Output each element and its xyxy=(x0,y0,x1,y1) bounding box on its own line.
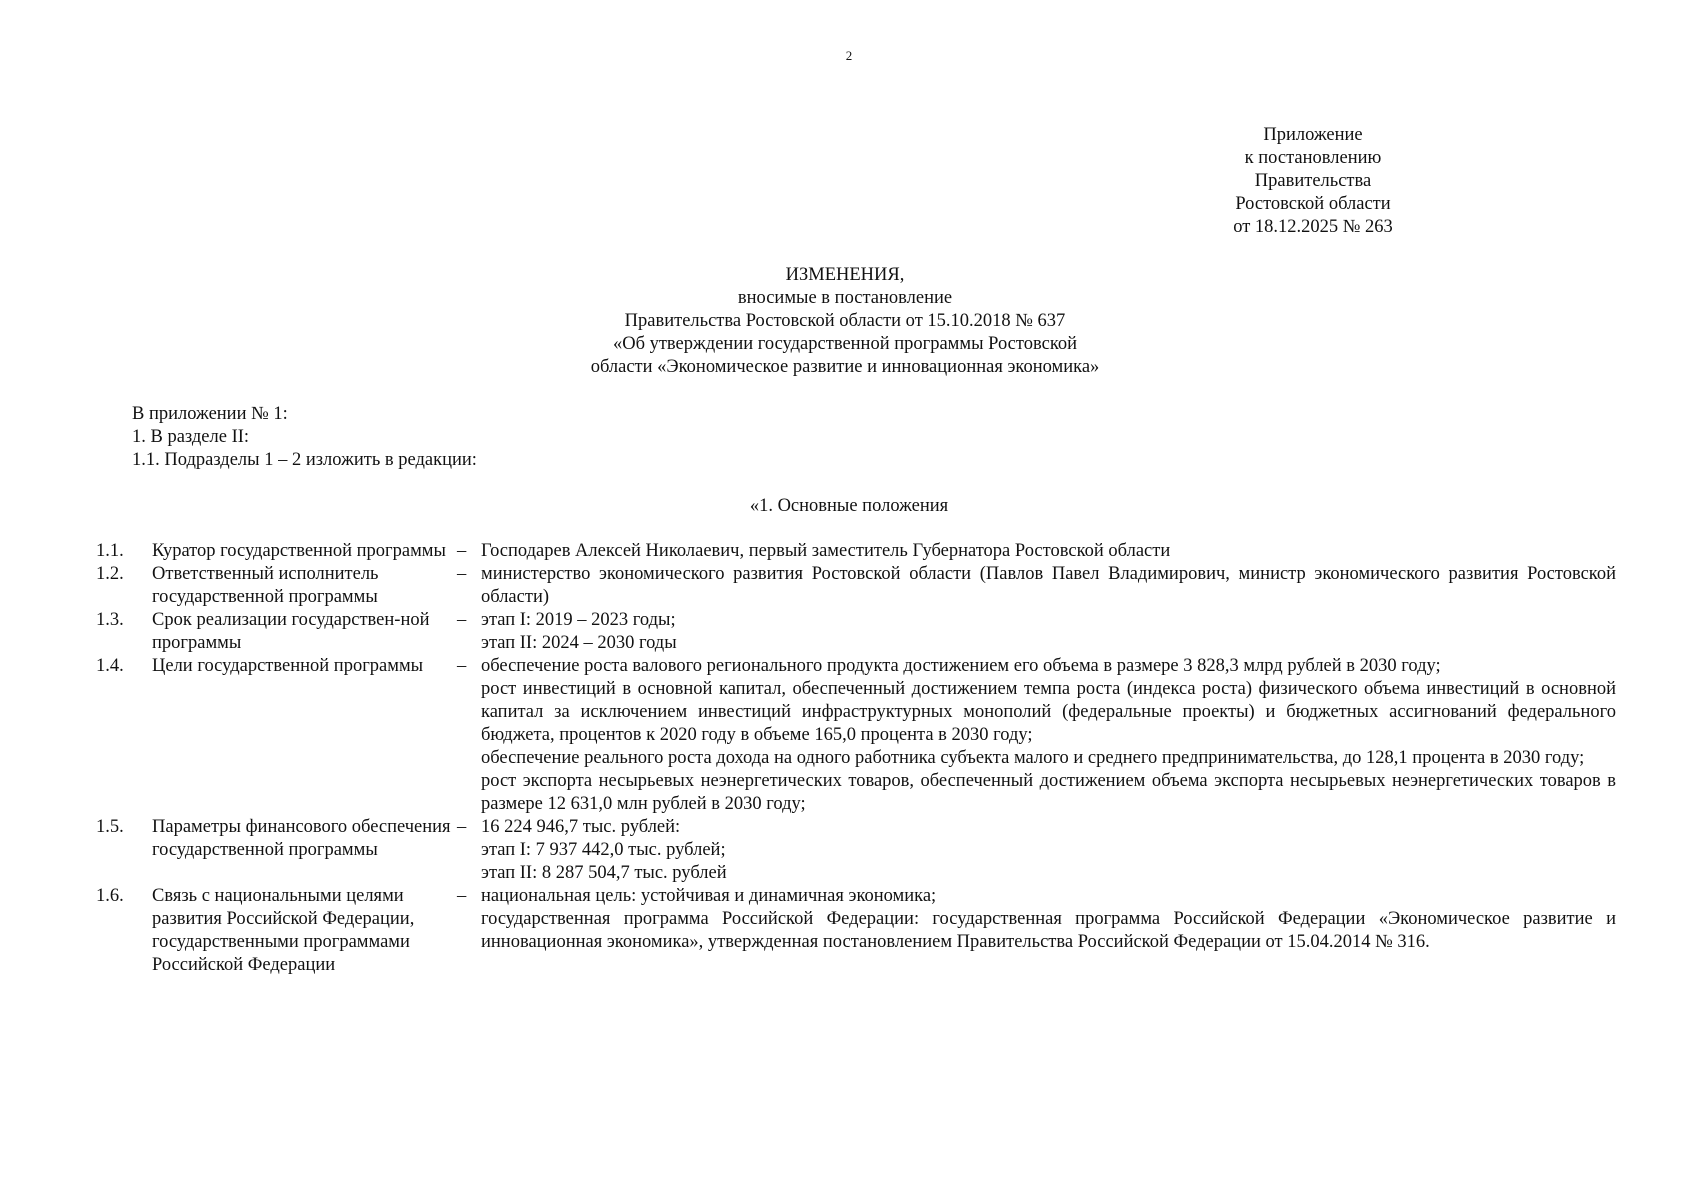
appendix-block xyxy=(1203,124,1423,239)
row-content xyxy=(481,563,1616,609)
table-row xyxy=(96,885,1616,977)
intro-line: В приложении № 1: xyxy=(132,404,288,424)
row-content-paragraph: этап II: 2024 – 2030 годы xyxy=(481,633,677,653)
title-line: вносимые в постановление xyxy=(737,288,953,308)
document-title xyxy=(0,264,1694,379)
row-label: Параметры финансового обеспечения государственной программы xyxy=(152,817,451,860)
intro-line: 1.1. Подразделы 1 – 2 изложить в редакции: xyxy=(132,450,477,470)
row-number: 1.6. xyxy=(96,886,124,906)
row-dash: – xyxy=(457,817,467,837)
row-content-paragraph: этап I: 7 937 442,0 тыс. рублей; xyxy=(481,840,726,860)
row-content-paragraph: Господарев Алексей Николаевич, первый заместитель Губернатора Ростовской области xyxy=(481,541,1171,561)
row-content-paragraph: обеспечение реального роста дохода на одного работника субъекта малого и среднего предпринимательства, до 128,1 процента в 2030 году; xyxy=(481,748,1585,768)
table-row xyxy=(96,540,1616,563)
appendix-line: Правительства xyxy=(1254,171,1372,191)
row-content-paragraph: этап II: 8 287 504,7 тыс. рублей xyxy=(481,863,727,883)
table-row xyxy=(96,816,1616,885)
row-content-paragraph: министерство экономического развития Ростовской области (Павлов Павел Владимирович, министр экономического развития Ростовской области) xyxy=(481,564,1616,607)
row-content-paragraph: 16 224 946,7 тыс. рублей: xyxy=(481,817,681,837)
row-dash: – xyxy=(457,541,467,561)
appendix-line: к постановлению xyxy=(1244,148,1382,168)
title-main: ИЗМЕНЕНИЯ, xyxy=(785,265,905,285)
appendix-line: от 18.12.2025 № 263 xyxy=(1233,217,1393,237)
row-content xyxy=(481,609,1616,655)
row-content xyxy=(481,540,1616,563)
row-number: 1.2. xyxy=(96,564,124,584)
row-content-paragraph: этап I: 2019 – 2023 годы; xyxy=(481,610,676,630)
row-dash: – xyxy=(457,656,467,676)
title-line: «Об утверждении государственной программы Ростовской xyxy=(612,334,1078,354)
row-dash: – xyxy=(457,610,467,630)
row-number: 1.1. xyxy=(96,541,124,561)
table-row xyxy=(96,563,1616,609)
appendix-line: Ростовской области xyxy=(1235,194,1391,214)
row-content xyxy=(481,816,1616,885)
page-number: 2 xyxy=(845,48,853,63)
row-content-paragraph: национальная цель: устойчивая и динамичная экономика; xyxy=(481,886,937,906)
appendix-line: Приложение xyxy=(1263,125,1363,145)
intro-line: 1. В разделе II: xyxy=(132,427,250,447)
row-number: 1.4. xyxy=(96,656,124,676)
table-row xyxy=(96,655,1616,816)
row-content-paragraph: рост экспорта несырьевых неэнергетических товаров, обеспеченный достижением объема экспорта несырьевых неэнергетических товаров в размере 12 631,0 млн рублей в 2030 году; xyxy=(481,771,1616,814)
provisions-table xyxy=(96,540,1616,977)
row-number: 1.3. xyxy=(96,610,124,630)
row-label: Срок реализации государствен-ной программы xyxy=(152,610,430,653)
title-line: области «Экономическое развитие и инновационная экономика» xyxy=(590,357,1100,377)
row-label: Связь с национальными целями развития Российской Федерации, государственными программами Российской Федерации xyxy=(152,886,415,975)
row-content xyxy=(481,655,1616,816)
row-number: 1.5. xyxy=(96,817,124,837)
row-label: Ответственный исполнитель государственной программы xyxy=(152,564,379,607)
title-line: Правительства Ростовской области от 15.10.2018 № 637 xyxy=(624,311,1066,331)
row-label: Куратор государственной программы xyxy=(152,541,446,561)
table-row xyxy=(96,609,1616,655)
section-heading: «1. Основные положения xyxy=(749,496,949,516)
row-content-paragraph: рост инвестиций в основной капитал, обеспеченный достижением темпа роста (индекса роста) физического объема инвестиций в основной капитал за исключением инвестиций инфраструктурных монополий (федеральные проекты) и бюджетных ассигнований федерального бюджета, процентов к 2020 году в объеме 165,0 процента в 2030 году; xyxy=(481,679,1616,745)
row-dash: – xyxy=(457,564,467,584)
intro-block xyxy=(132,403,1432,472)
row-label: Цели государственной программы xyxy=(152,656,424,676)
row-dash: – xyxy=(457,886,467,906)
row-content-paragraph: обеспечение роста валового регионального продукта достижением его объема в размере 3 828,3 млрд рублей в 2030 году; xyxy=(481,656,1441,676)
row-content xyxy=(481,885,1616,954)
row-content-paragraph: государственная программа Российской Федерации: государственная программа Российской Федерации «Экономическое развитие и инновационная экономика», утвержденная постановлением Правительства Российской Федерации от 15.04.2014 № 316. xyxy=(481,909,1616,952)
